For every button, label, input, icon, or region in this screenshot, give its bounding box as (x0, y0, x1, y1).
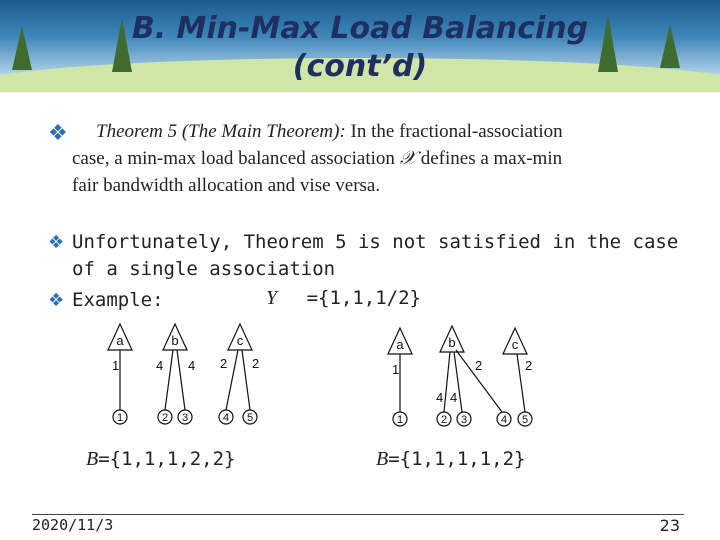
edge-label: 2 (220, 356, 228, 371)
formula-left (86, 448, 236, 471)
formula-right (376, 448, 526, 471)
association-edge (177, 350, 185, 410)
user-label: 2 (161, 412, 169, 424)
association-diagram-right (370, 322, 560, 432)
bullet-diamond-icon: ❖ (48, 232, 65, 253)
theorem-name: Theorem 5 (The Main Theorem): (96, 121, 346, 142)
ap-label-a: a (116, 333, 124, 348)
edge-label: 2 (525, 358, 533, 373)
user-label: 3 (460, 414, 468, 426)
page-number: 23 (659, 516, 680, 535)
edge-label: 2 (475, 358, 483, 373)
formula-value-right: ={1,1,1,1,2} (388, 448, 526, 470)
user-label: 1 (116, 412, 124, 424)
edge-label: 4 (436, 390, 444, 405)
theorem-symbol: 𝒳 (399, 148, 416, 169)
edge-label: 1 (112, 358, 120, 373)
slide-title (0, 10, 720, 86)
theorem-text-2b: defines a max-min (420, 148, 563, 169)
bullet-diamond-icon: ❖ (48, 121, 68, 146)
title-line-1: B. Min-Max Load Balancing (131, 11, 589, 46)
edge-label: 4 (156, 358, 164, 373)
user-label: 4 (222, 412, 230, 424)
association-edge (226, 350, 238, 410)
theorem-text-3: fair bandwidth allocation and vise versa. (72, 175, 381, 196)
edge-label: 1 (392, 362, 400, 377)
edge-label: 4 (188, 358, 196, 373)
bullet-1-line-2: of a single association (72, 258, 336, 280)
title-line-2: (cont’d) (292, 49, 428, 84)
ap-label-c: c (511, 337, 519, 352)
bullet-diamond-icon: ❖ (48, 290, 65, 311)
bullet-2-line-1: Example: (72, 289, 164, 311)
user-label: 5 (246, 412, 254, 424)
ap-label-c: c (236, 333, 244, 348)
theorem-text-1: In the fractional-association (350, 121, 563, 142)
footer-divider (32, 514, 684, 515)
association-edge (165, 350, 173, 410)
formula-value-y: ={1,1,1/2} (306, 287, 421, 309)
association-edge (517, 354, 525, 412)
edge-label: 4 (450, 390, 458, 405)
user-label: 5 (521, 414, 529, 426)
ap-label-b: b (171, 333, 179, 348)
user-label: 2 (440, 414, 448, 426)
theorem-text-2a: case, a min-max load balanced association (72, 148, 395, 169)
association-diagram-left (90, 320, 280, 430)
ap-label-a: a (396, 337, 404, 352)
formula-value-left: ={1,1,1,2,2} (98, 448, 236, 470)
slide-date: 2020/11/3 (32, 516, 114, 534)
formula-symbol-b: B (376, 448, 389, 470)
user-label: 1 (396, 414, 404, 426)
formula-symbol-b: B (86, 448, 99, 470)
association-edge (242, 350, 250, 410)
theorem-block (72, 118, 652, 199)
edge-label: 2 (252, 356, 260, 371)
formula-symbol-y: Y (266, 287, 278, 309)
bullet-1-line-1: Unfortunately, Theorem 5 is not satisfied in the case (72, 231, 679, 253)
example-formula (266, 287, 421, 310)
user-label: 4 (500, 414, 508, 426)
user-label: 3 (181, 412, 189, 424)
ap-label-b: b (448, 335, 456, 350)
